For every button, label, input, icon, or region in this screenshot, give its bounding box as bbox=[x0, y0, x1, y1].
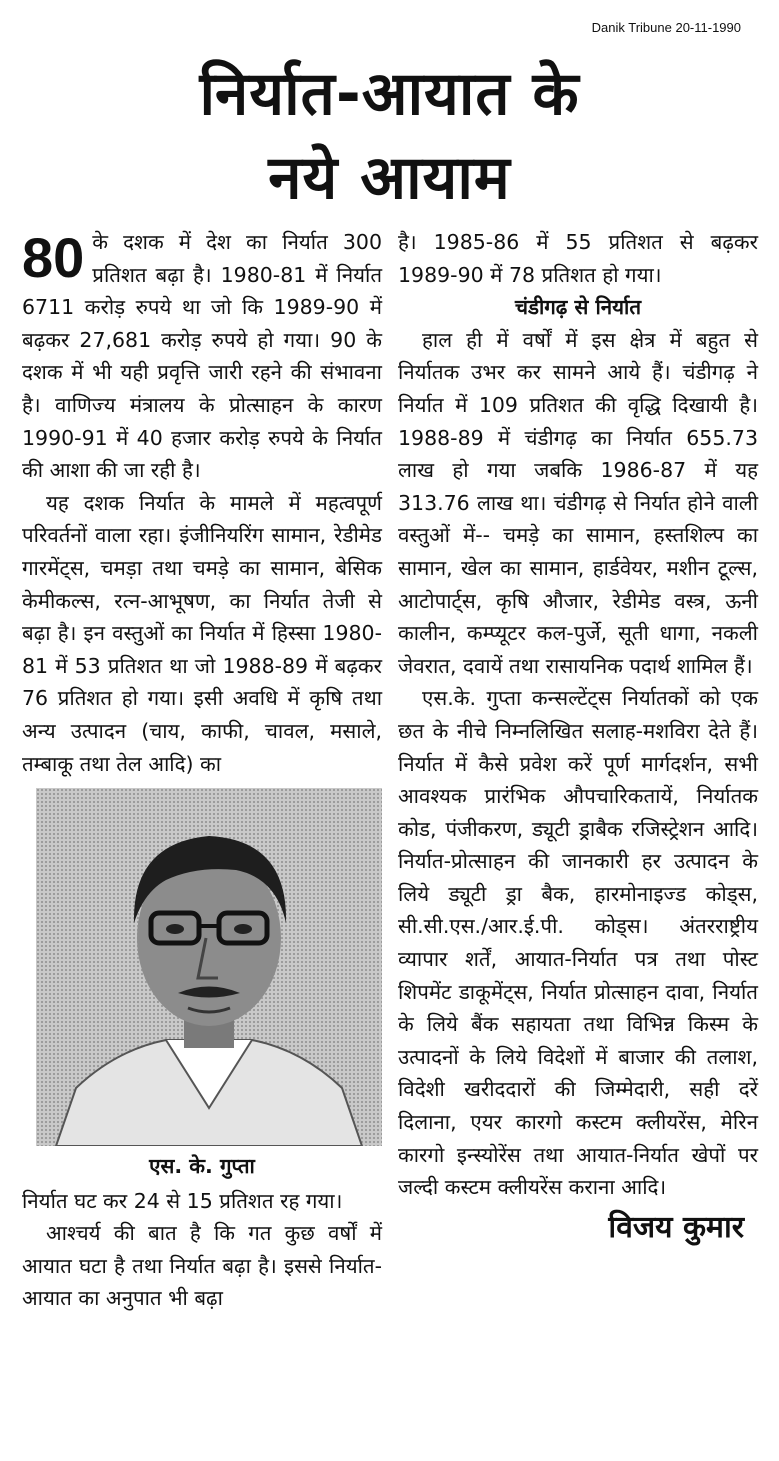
headline-line-1: निर्यात-आयात के bbox=[199, 59, 580, 129]
paragraph: निर्यात घट कर 24 से 15 प्रतिशत रह गया। bbox=[22, 1188, 343, 1213]
paragraph bbox=[22, 226, 382, 487]
author-byline: विजय कुमार bbox=[608, 1209, 744, 1245]
left-column bbox=[22, 226, 382, 1315]
portrait-photo bbox=[36, 788, 382, 1146]
paragraph: एस.के. गुप्ता कन्सल्टेंट्स निर्यातकों को एक छत के नीचे निम्नलिखित सलाह-मशविरा देते हैं। निर्यात में कैसे प्रवेश करें पूर्ण मार्गदर्शन, सभी आवश्यक प्रारंभिक औपचारिकतायें, निर्यातक कोड, पंजीकरण, ड्यूटी ड्राबैक रजिस्ट्रेशन आदि। निर्यात-प्रोत्साहन की जानकारी हर उत्पादन के लिये ड्यूटी ड्रा बैक, हारमोनाइज्ड कोड्स, सी.सी.एस./आर.ई.पी. कोड्स। अंतरराष्ट्रीय व्यापार शर्तें, आयात-निर्यात पत्र तथा पोस्ट शिपमेंट डाकूमेंट्स, निर्यात प्रोत्साहन दावा, निर्यात के लिये बैंक सहायता तथा विभिन्न किस्म के उत्पादनों के लिये विदेशों में बाजार की तलाश, विदेशी खरीददारों की जिम्मेदारी, सही दरें दिलाना, एयर कारगो कस्टम क्लीयरेंस, मेरिन कारगो इन्स्योरेंस तथा आयात-निर्यात खेपों पर जल्दी कस्टम क्लीयरेंस कराना आदि। bbox=[398, 686, 758, 1200]
headline-line-2: नये आयाम bbox=[268, 143, 511, 213]
section-subheading: चंडीगढ़ से निर्यात bbox=[514, 295, 642, 320]
photo-caption: एस. के. गुप्ता bbox=[149, 1154, 255, 1179]
right-column bbox=[398, 226, 758, 1248]
paragraph: है। 1985-86 में 55 प्रतिशत से बढ़कर 1989-90 में 78 प्रतिशत हो गया। bbox=[398, 230, 758, 287]
source-note: Danik Tribune 20-11-1990 bbox=[591, 20, 741, 35]
paragraph: हाल ही में वर्षों में इस क्षेत्र में बहुत से निर्यातक उभर कर सामने आये हैं। चंडीगढ़ ने निर्यात में 109 प्रतिशत की वृद्धि दिखायी है। 1988-89 में चंडीगढ़ का निर्यात 655.73 लाख हो गया जबकि 1986-87 में यह 313.76 लाख था। चंडीगढ़ से निर्यात होने वाली वस्तुओं में-- चमड़े का सामान, हस्तशिल्प का सामान, खेल का सामान, हार्डवेयर, मशीन टूल्स, आटोपार्ट्स, कृषि औजार, रेडीमेड वस्त्र, ऊनी कालीन, कम्प्यूटर कल-पुर्जे, सूती धागा, नकली जेवरात, दवायें तथा रासायनिक पदार्थ शामिल हैं। bbox=[398, 327, 758, 678]
paragraph-text: के दशक में देश का निर्यात 300 प्रतिशत बढ़ा है। 1980-81 में निर्यात 6711 करोड़ रुपये था जो कि 1989-90 में बढ़कर 27,681 करोड़ रुपये हो गया। 90 के दशक में भी यही प्रवृत्ति जारी रहने की संभावना है। वाणिज्य मंत्रालय के प्रोत्साहन के कारण 1990-91 में 40 हजार करोड़ रुपये के निर्यात की आशा की जा रही है। bbox=[22, 230, 382, 483]
portrait-illustration bbox=[36, 788, 382, 1146]
drop-cap: 80 bbox=[22, 226, 85, 289]
paragraph: यह दशक निर्यात के मामले में महत्वपूर्ण परिवर्तनों वाला रहा। इंजीनियरिंग सामान, रेडीमेड गारमेंट्स, चमड़ा तथा चमड़े का सामान, बेसिक केमीकल्स, रत्न-आभूषण, का निर्यात तेजी से बढ़ा है। इन वस्तुओं का निर्यात में हिस्सा 1980-81 में 53 प्रतिशत था जो 1988-89 में बढ़कर 76 प्रतिशत हो गया। इसी अवधि में कृषि तथा अन्य उत्पादन (चाय, काफी, चावल, मसाले, तम्बाकू तथा तेल आदि) का bbox=[22, 490, 382, 776]
paragraph: आश्चर्य की बात है कि गत कुछ वर्षों में आयात घटा है तथा निर्यात बढ़ा है। इससे निर्यात-आयात का अनुपात भी बढ़ा bbox=[22, 1221, 382, 1311]
headline bbox=[0, 52, 779, 220]
